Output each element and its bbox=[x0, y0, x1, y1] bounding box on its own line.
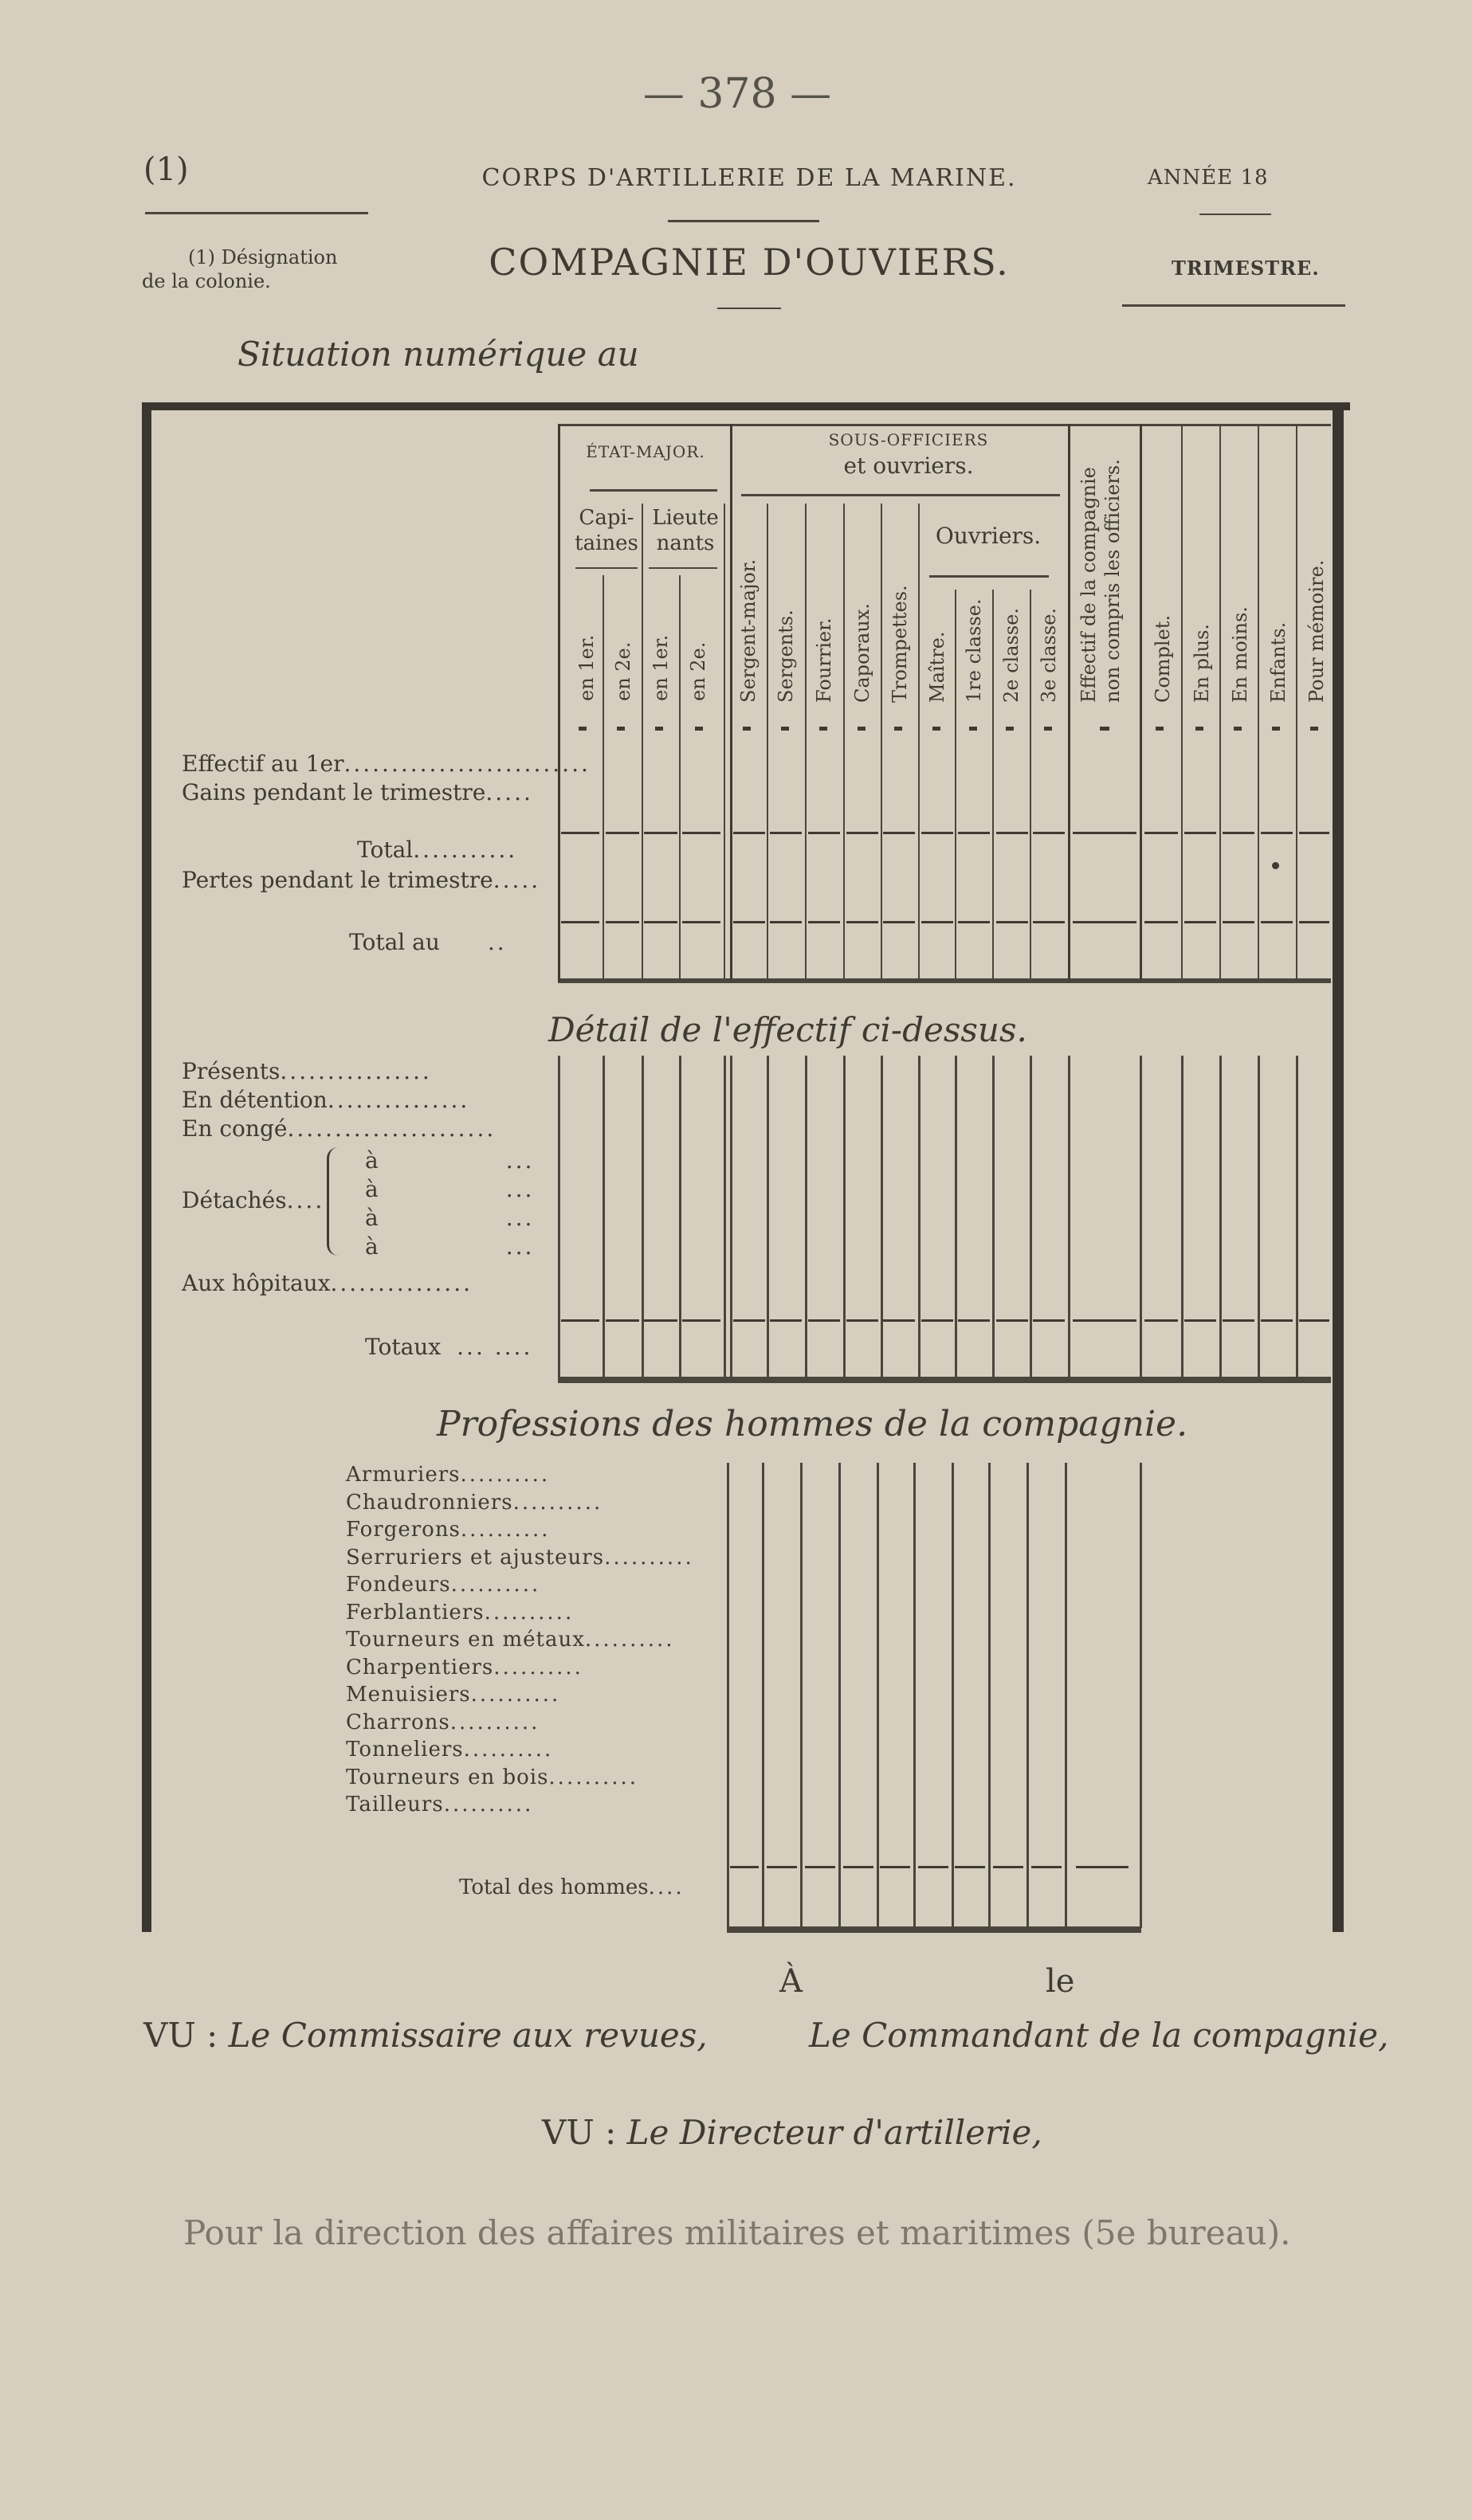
total-dash bbox=[846, 921, 878, 923]
marker bbox=[1156, 727, 1164, 731]
detail-col-line bbox=[767, 1056, 769, 1378]
totaux-dash bbox=[921, 1319, 953, 1322]
professions-total-dash bbox=[767, 1866, 797, 1868]
col-line bbox=[730, 424, 732, 980]
profession-col-line bbox=[988, 1463, 991, 1928]
total-dash bbox=[682, 832, 720, 834]
note-marker: (1) bbox=[143, 151, 189, 188]
col-capitaine-2: en 2e. bbox=[612, 641, 634, 701]
detail-col-line bbox=[1219, 1056, 1222, 1378]
totaux-dash bbox=[1144, 1319, 1178, 1322]
header-lieutenants: Lieute nants bbox=[652, 506, 719, 555]
leader-dots: .......... bbox=[512, 1490, 603, 1515]
professions-total-dash bbox=[1076, 1866, 1129, 1868]
year-rule bbox=[1199, 214, 1271, 215]
profession-row bbox=[346, 1546, 694, 1570]
detail-col-line bbox=[1030, 1056, 1032, 1378]
marker bbox=[858, 727, 866, 731]
leader-dots: .......... bbox=[493, 1655, 583, 1679]
frame-top bbox=[142, 402, 1350, 410]
marker bbox=[1006, 727, 1014, 731]
professions-total-dash bbox=[880, 1866, 910, 1868]
detail-col-line bbox=[881, 1056, 883, 1378]
marker bbox=[1272, 727, 1280, 731]
corps-title: CORPS D'ARTILLERIE DE LA MARINE. bbox=[481, 164, 1017, 192]
col-classe-3: 3e classe. bbox=[1038, 608, 1060, 703]
total-dash bbox=[1184, 832, 1216, 834]
direction-note: Pour la direction des affaires militaires et maritimes (5e bureau). bbox=[183, 2213, 1291, 2252]
col-sergent-major: Sergent-major. bbox=[737, 558, 760, 703]
vu-commissaire-text: Le Commissaire aux revues, bbox=[228, 2016, 708, 2055]
detail-col-line bbox=[1181, 1056, 1183, 1378]
row-gains bbox=[182, 779, 533, 805]
professions-total-dash bbox=[1031, 1866, 1062, 1868]
row-totaux bbox=[365, 1334, 532, 1360]
totaux-dash bbox=[1299, 1319, 1329, 1322]
col-capitaine-1: en 1er. bbox=[575, 634, 598, 701]
profession-label: Tourneurs en métaux bbox=[346, 1628, 585, 1652]
profession-label: Fondeurs bbox=[346, 1573, 451, 1597]
footer-le: le bbox=[1046, 1963, 1075, 2000]
row-presents-label: Présents bbox=[182, 1058, 281, 1084]
total-dash bbox=[996, 832, 1028, 834]
total-dash bbox=[1073, 832, 1136, 834]
marker bbox=[969, 727, 977, 731]
row-detaches-label: Détachés bbox=[182, 1187, 287, 1213]
header-ouvriers: Ouvriers. bbox=[935, 523, 1042, 549]
total-dash bbox=[1299, 921, 1329, 923]
col-lieutenant-2: en 2e. bbox=[687, 641, 709, 701]
col-en-plus: En plus. bbox=[1191, 623, 1213, 703]
totaux-dash bbox=[682, 1319, 720, 1322]
col-line bbox=[1181, 424, 1183, 980]
col-lieutenant-1: en 1er. bbox=[650, 634, 672, 701]
quarter-label: TRIMESTRE. bbox=[1172, 257, 1320, 280]
leader-dots: .......................... bbox=[343, 751, 591, 777]
col-line bbox=[679, 575, 681, 980]
header-sous-officiers-2: et ouvriers. bbox=[843, 453, 974, 479]
profession-col-line bbox=[877, 1463, 879, 1928]
col-line bbox=[1296, 424, 1297, 980]
commandant-signature: Le Commandant de la compagnie, bbox=[809, 2016, 1389, 2055]
profession-col-line bbox=[1140, 1463, 1142, 1928]
detaches-a-4 bbox=[365, 1233, 534, 1260]
row-total-au bbox=[349, 929, 507, 955]
etat-major-brace bbox=[590, 489, 717, 492]
marker bbox=[1310, 727, 1318, 731]
professions-total-dash bbox=[730, 1866, 759, 1868]
totaux-dash bbox=[770, 1319, 802, 1322]
detaches-a-3 bbox=[365, 1205, 534, 1231]
sous-officiers-brace bbox=[741, 494, 1060, 496]
profession-row bbox=[346, 1491, 603, 1515]
profession-col-line bbox=[952, 1463, 954, 1928]
row-total-label: Total bbox=[357, 837, 414, 863]
total-dash bbox=[1073, 921, 1136, 923]
a-label: à bbox=[365, 1176, 379, 1202]
total-dash bbox=[808, 921, 840, 923]
detail-col-line bbox=[558, 1056, 560, 1378]
marker bbox=[781, 727, 789, 731]
profession-label: Charrons bbox=[346, 1710, 450, 1734]
header-sous-officiers-1: SOUS-OFFICIERS bbox=[828, 430, 989, 449]
total-dash bbox=[606, 832, 639, 834]
row-total-hommes-label: Total des hommes bbox=[459, 1875, 649, 1899]
profession-label: Menuisiers bbox=[346, 1683, 471, 1707]
company-title: COMPAGNIE D'OUVIERS. bbox=[489, 241, 1010, 284]
professions-total-dash bbox=[918, 1866, 948, 1868]
leader-dots: .. bbox=[487, 929, 507, 955]
detail-col-line bbox=[1140, 1056, 1142, 1378]
marker bbox=[1195, 727, 1203, 731]
totaux-dash bbox=[846, 1319, 878, 1322]
marker bbox=[695, 727, 703, 731]
row-totaux-label: Totaux bbox=[365, 1334, 442, 1360]
frame-left bbox=[142, 402, 151, 1932]
profession-row bbox=[346, 1601, 574, 1624]
footnote-line1: (1) Désignation bbox=[188, 246, 338, 268]
profession-row bbox=[346, 1628, 675, 1652]
profession-row bbox=[346, 1738, 553, 1762]
marker bbox=[932, 727, 940, 731]
row-conge-label: En congé bbox=[182, 1115, 288, 1142]
total-dash bbox=[561, 832, 599, 834]
row-conge bbox=[182, 1115, 496, 1142]
marker bbox=[579, 727, 587, 731]
col-enfants: Enfants. bbox=[1267, 621, 1289, 703]
ornament-rule-left bbox=[145, 212, 368, 214]
capitaines-brace bbox=[575, 567, 638, 569]
marker bbox=[617, 727, 625, 731]
marker bbox=[1100, 727, 1109, 731]
col-classe-2: 2e classe. bbox=[1000, 608, 1023, 703]
profession-row bbox=[346, 1518, 551, 1542]
professions-total-dash bbox=[843, 1866, 873, 1868]
leader-dots: .......... bbox=[443, 1793, 534, 1817]
leader-dots: .......... bbox=[460, 1518, 551, 1542]
leader-dots: ... bbox=[505, 1233, 535, 1260]
vu-directeur bbox=[542, 2113, 1042, 2152]
row-hopitaux bbox=[182, 1270, 473, 1296]
profession-label: Tonneliers bbox=[346, 1738, 464, 1762]
profession-row bbox=[346, 1463, 550, 1487]
situation-bottom-rule bbox=[558, 978, 1331, 983]
totaux-dash bbox=[733, 1319, 765, 1322]
row-detention-label: En détention bbox=[182, 1087, 328, 1113]
total-dash bbox=[733, 921, 765, 923]
footnote-line2: de la colonie. bbox=[142, 270, 271, 292]
total-dash bbox=[996, 921, 1028, 923]
total-dash bbox=[1033, 921, 1065, 923]
total-dash bbox=[561, 921, 599, 923]
row-effectif bbox=[182, 751, 591, 777]
leader-dots: ............... bbox=[327, 1087, 470, 1113]
marker bbox=[894, 727, 902, 731]
detail-col-line bbox=[1068, 1056, 1070, 1378]
profession-row bbox=[346, 1683, 560, 1707]
total-dash bbox=[883, 921, 915, 923]
detaches-a-1 bbox=[365, 1147, 534, 1174]
ink-dot bbox=[1272, 862, 1279, 869]
leader-dots: ........... bbox=[413, 837, 518, 863]
header-etat-major: ÉTAT-MAJOR. bbox=[586, 442, 705, 461]
leader-dots: ............... bbox=[330, 1270, 473, 1296]
profession-col-line bbox=[913, 1463, 916, 1928]
company-rule bbox=[717, 308, 781, 309]
col-line bbox=[767, 504, 768, 980]
total-dash bbox=[883, 832, 915, 834]
profession-label: Charpentiers bbox=[346, 1655, 494, 1679]
leader-dots: .... bbox=[648, 1875, 685, 1899]
total-dash bbox=[644, 921, 677, 923]
a-label: à bbox=[365, 1205, 379, 1231]
professions-total-dash bbox=[955, 1866, 985, 1868]
total-dash bbox=[958, 832, 990, 834]
title-rule bbox=[668, 220, 819, 222]
ouvriers-brace bbox=[929, 575, 1049, 578]
leader-dots: ... bbox=[505, 1147, 535, 1174]
total-dash bbox=[1299, 832, 1329, 834]
profession-row bbox=[346, 1766, 638, 1789]
vu-prefix: VU : bbox=[143, 2016, 218, 2055]
col-line bbox=[881, 504, 882, 980]
col-line bbox=[603, 575, 604, 980]
col-line bbox=[843, 504, 845, 980]
row-hopitaux-label: Aux hôpitaux bbox=[182, 1270, 331, 1296]
row-pertes-label: Pertes pendant le trimestre bbox=[182, 867, 493, 893]
profession-col-line bbox=[1065, 1463, 1067, 1928]
totaux-dash bbox=[606, 1319, 639, 1322]
profession-label: Armuriers bbox=[346, 1463, 461, 1487]
leader-dots: ..... bbox=[485, 779, 533, 805]
detail-col-line bbox=[1296, 1056, 1298, 1378]
totaux-dash bbox=[561, 1319, 599, 1322]
total-dash bbox=[1144, 921, 1178, 923]
vu-commissaire bbox=[143, 2016, 708, 2055]
total-dash bbox=[770, 921, 802, 923]
col-line bbox=[918, 504, 920, 980]
total-dash bbox=[921, 832, 953, 834]
profession-col-line bbox=[838, 1463, 841, 1928]
totaux-dash bbox=[1073, 1319, 1136, 1322]
totaux-dash bbox=[644, 1319, 677, 1322]
footer-a: À bbox=[779, 1963, 803, 2000]
detail-col-line bbox=[992, 1056, 995, 1378]
profession-row bbox=[346, 1656, 583, 1679]
total-dash bbox=[1261, 832, 1293, 834]
detail-col-line bbox=[805, 1056, 807, 1378]
total-dash bbox=[808, 832, 840, 834]
detail-col-line bbox=[679, 1056, 681, 1378]
leader-dots: .......... bbox=[460, 1463, 551, 1487]
professions-title: Professions des hommes de la compagnie. bbox=[437, 1404, 1188, 1444]
a-label: à bbox=[365, 1233, 379, 1260]
total-dash bbox=[1184, 921, 1216, 923]
detail-col-line bbox=[603, 1056, 605, 1378]
frame-right bbox=[1333, 402, 1344, 1932]
profession-row bbox=[346, 1711, 540, 1734]
col-pour-memoire: Pour mémoire. bbox=[1305, 559, 1328, 703]
leader-dots: .......... bbox=[449, 1710, 540, 1734]
professions-total-dash bbox=[805, 1866, 835, 1868]
vu-prefix: VU : bbox=[542, 2113, 617, 2152]
leader-dots: ... bbox=[505, 1176, 535, 1202]
row-pertes bbox=[182, 867, 540, 893]
row-detaches bbox=[182, 1187, 324, 1213]
total-dash bbox=[733, 832, 765, 834]
total-dash bbox=[606, 921, 639, 923]
leader-dots: .......... bbox=[484, 1600, 575, 1624]
row-total-hommes bbox=[459, 1875, 685, 1899]
vu-directeur-text: Le Directeur d'artillerie, bbox=[626, 2113, 1042, 2152]
footnote bbox=[142, 245, 337, 293]
col-line bbox=[805, 504, 807, 980]
col-line bbox=[1258, 424, 1259, 980]
row-gains-label: Gains pendant le trimestre bbox=[182, 779, 486, 805]
total-dash bbox=[846, 832, 878, 834]
detail-title: Détail de l'effectif ci-dessus. bbox=[548, 1010, 1027, 1049]
page-number: — 378 — bbox=[642, 70, 832, 118]
profession-col-line bbox=[800, 1463, 803, 1928]
leader-dots: ..... bbox=[493, 867, 541, 893]
col-line bbox=[1030, 590, 1031, 980]
total-dash bbox=[644, 832, 677, 834]
col-caporaux: Caporaux. bbox=[851, 603, 873, 703]
totaux-dash bbox=[1223, 1319, 1254, 1322]
marker bbox=[819, 727, 827, 731]
situation-left-rule bbox=[558, 424, 560, 982]
detail-col-line bbox=[918, 1056, 920, 1378]
detail-bottom-rule bbox=[558, 1377, 1331, 1383]
profession-label: Ferblantiers bbox=[346, 1600, 485, 1624]
totaux-dash bbox=[1184, 1319, 1216, 1322]
leader-dots: .......... bbox=[463, 1738, 554, 1762]
col-trompettes: Trompettes. bbox=[889, 585, 911, 703]
year-label: ANNÉE 18 bbox=[1148, 166, 1269, 190]
totaux-dash bbox=[1261, 1319, 1293, 1322]
detail-col-line bbox=[955, 1056, 957, 1378]
total-dash bbox=[770, 832, 802, 834]
col-effectif-1: Effectif de la compagnie bbox=[1078, 467, 1100, 703]
totaux-dash bbox=[883, 1319, 915, 1322]
row-detention bbox=[182, 1087, 469, 1113]
a-label: à bbox=[365, 1147, 379, 1174]
detail-col-line bbox=[642, 1056, 644, 1378]
col-line bbox=[1140, 424, 1142, 980]
total-dash bbox=[1033, 832, 1065, 834]
row-total bbox=[357, 837, 517, 863]
detail-col-line bbox=[724, 1056, 726, 1378]
total-dash bbox=[682, 921, 720, 923]
leader-dots: .......... bbox=[470, 1683, 561, 1707]
profession-label: Tailleurs bbox=[346, 1793, 444, 1817]
marker bbox=[1044, 727, 1052, 731]
header-top-rule bbox=[558, 424, 1331, 426]
detail-col-line bbox=[843, 1056, 846, 1378]
quarter-rule bbox=[1122, 304, 1345, 307]
leader-dots: .... bbox=[286, 1187, 325, 1213]
col-line bbox=[955, 590, 956, 980]
leader-dots: ...................... bbox=[287, 1115, 497, 1142]
marker bbox=[743, 727, 751, 731]
leader-dots: .......... bbox=[604, 1545, 694, 1570]
col-classe-1: 1re classe. bbox=[963, 598, 985, 703]
leader-dots: ... .... bbox=[457, 1334, 533, 1360]
profession-col-line bbox=[1026, 1463, 1029, 1928]
profession-col-line bbox=[727, 1463, 729, 1928]
col-line bbox=[1219, 424, 1221, 980]
leader-dots: ................ bbox=[280, 1058, 432, 1084]
col-effectif-2: non compris les officiers. bbox=[1101, 459, 1124, 703]
profession-label: Tourneurs en bois bbox=[346, 1765, 549, 1789]
total-dash bbox=[958, 921, 990, 923]
col-line bbox=[1068, 424, 1070, 980]
total-dash bbox=[1144, 832, 1178, 834]
col-line bbox=[642, 504, 643, 980]
detail-col-line bbox=[730, 1056, 732, 1378]
row-effectif-label: Effectif au 1er bbox=[182, 751, 344, 777]
professions-bottom-rule bbox=[727, 1926, 1141, 1933]
marker bbox=[1234, 727, 1242, 731]
leader-dots: .......... bbox=[584, 1628, 675, 1652]
profession-row bbox=[346, 1573, 540, 1597]
profession-label: Forgerons bbox=[346, 1518, 461, 1542]
professions-total-dash bbox=[993, 1866, 1023, 1868]
total-dash bbox=[1261, 921, 1293, 923]
leader-dots: .......... bbox=[548, 1765, 639, 1789]
totaux-dash bbox=[996, 1319, 1028, 1322]
totaux-dash bbox=[958, 1319, 990, 1322]
detail-col-line bbox=[1258, 1056, 1260, 1378]
total-dash bbox=[1223, 832, 1254, 834]
leader-dots: .......... bbox=[450, 1573, 541, 1597]
row-presents bbox=[182, 1058, 432, 1084]
profession-label: Serruriers et ajusteurs bbox=[346, 1545, 605, 1570]
row-total-au-label: Total au bbox=[349, 929, 440, 955]
profession-label: Chaudronniers bbox=[346, 1490, 513, 1515]
header-capitaines: Capi- taines bbox=[575, 506, 638, 555]
marker bbox=[655, 727, 663, 731]
col-sergents: Sergents. bbox=[775, 609, 797, 703]
detaches-a-2 bbox=[365, 1176, 534, 1202]
detaches-brace bbox=[327, 1147, 347, 1256]
totaux-dash bbox=[1033, 1319, 1065, 1322]
col-maitre: Maître. bbox=[926, 631, 948, 703]
total-dash bbox=[921, 921, 953, 923]
col-complet: Complet. bbox=[1152, 614, 1174, 703]
profession-row bbox=[346, 1793, 533, 1817]
lieutenants-brace bbox=[649, 567, 717, 569]
totaux-dash bbox=[808, 1319, 840, 1322]
col-fourrier: Fourrier. bbox=[813, 617, 835, 703]
col-line bbox=[992, 590, 994, 980]
profession-col-line bbox=[762, 1463, 764, 1928]
col-en-moins: En moins. bbox=[1229, 606, 1251, 703]
total-dash bbox=[1223, 921, 1254, 923]
situation-title: Situation numérique au bbox=[237, 335, 639, 374]
col-line bbox=[724, 504, 725, 980]
leader-dots: ... bbox=[505, 1205, 535, 1231]
